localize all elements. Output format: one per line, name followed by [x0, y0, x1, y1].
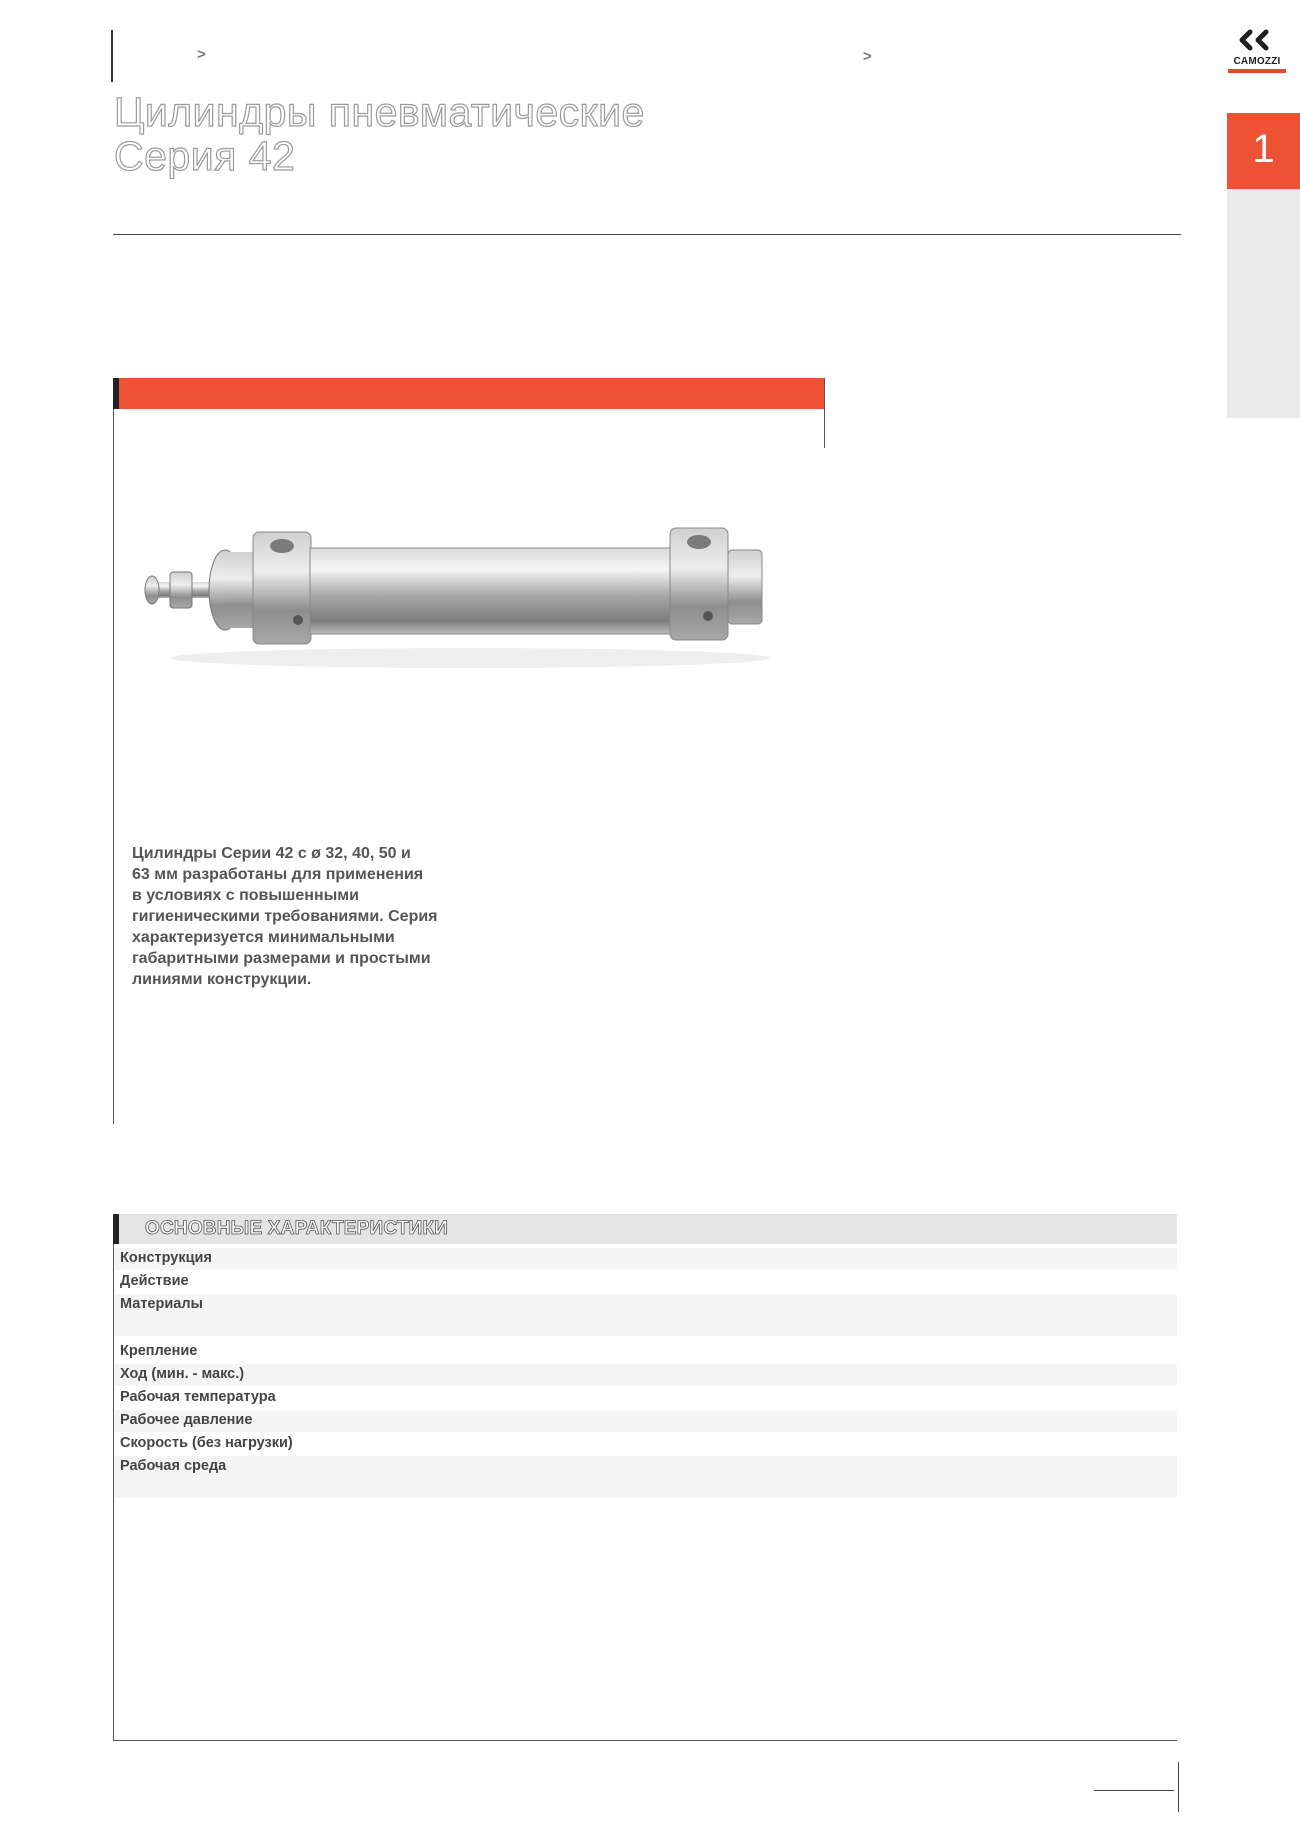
spec-label: Рабочее давление	[120, 1412, 253, 1428]
logo-wordmark: CAMOZZI	[1233, 56, 1281, 67]
characteristics-header-edge	[113, 1214, 119, 1244]
spec-row	[113, 1341, 1177, 1363]
spec-label: Конструкция	[120, 1250, 212, 1266]
pneumatic-cylinder-image	[140, 520, 800, 680]
intro-description: Цилиндры Серии 42 с ø 32, 40, 50 и 63 мм разработаны для применения в условиях с повышенными гигиеническими требованиями. Серия характеризуется минимальными габаритными размерами и простыми линиями конструкции.	[132, 845, 438, 988]
breadcrumb-separator: >	[863, 48, 872, 65]
spec-label: Ход (мин. - макс.)	[120, 1366, 245, 1382]
characteristics-bottom-rule	[113, 1740, 1177, 1741]
spec-row	[113, 1294, 1177, 1336]
spec-row	[113, 1387, 1177, 1409]
footer-bar	[1178, 1762, 1179, 1812]
spec-row	[113, 1248, 1177, 1270]
page-subtitle: Серия 42	[114, 133, 296, 179]
spec-label: Материалы	[120, 1296, 203, 1312]
spec-label: Рабочая температура	[120, 1389, 276, 1405]
characteristics-heading: ОСНОВНЫЕ ХАРАКТЕРИСТИКИ	[145, 1218, 449, 1239]
spec-label: Рабочая среда	[120, 1458, 227, 1474]
spec-label: Скорость (без нагрузки)	[120, 1435, 293, 1451]
spec-label: Крепление	[120, 1343, 198, 1359]
intro-header-bar	[113, 378, 825, 409]
title-divider	[113, 234, 1181, 235]
characteristics-border	[113, 1244, 114, 1740]
spec-row	[113, 1271, 1177, 1293]
side-tab-number: 1	[1252, 127, 1275, 171]
intro-header-edge	[113, 378, 119, 409]
breadcrumb-bar	[111, 30, 113, 82]
page-title: Цилиндры пневматические	[114, 89, 645, 135]
intro-box-border	[113, 409, 114, 1124]
footer-line	[1094, 1790, 1174, 1791]
spec-row	[113, 1456, 1177, 1498]
spec-row	[113, 1433, 1177, 1455]
breadcrumb-separator: >	[197, 46, 206, 63]
spec-row	[113, 1410, 1177, 1432]
logo-underline	[1228, 69, 1286, 73]
spec-label: Действие	[120, 1273, 189, 1289]
intro-box-border	[824, 378, 825, 448]
spec-row	[113, 1364, 1177, 1386]
